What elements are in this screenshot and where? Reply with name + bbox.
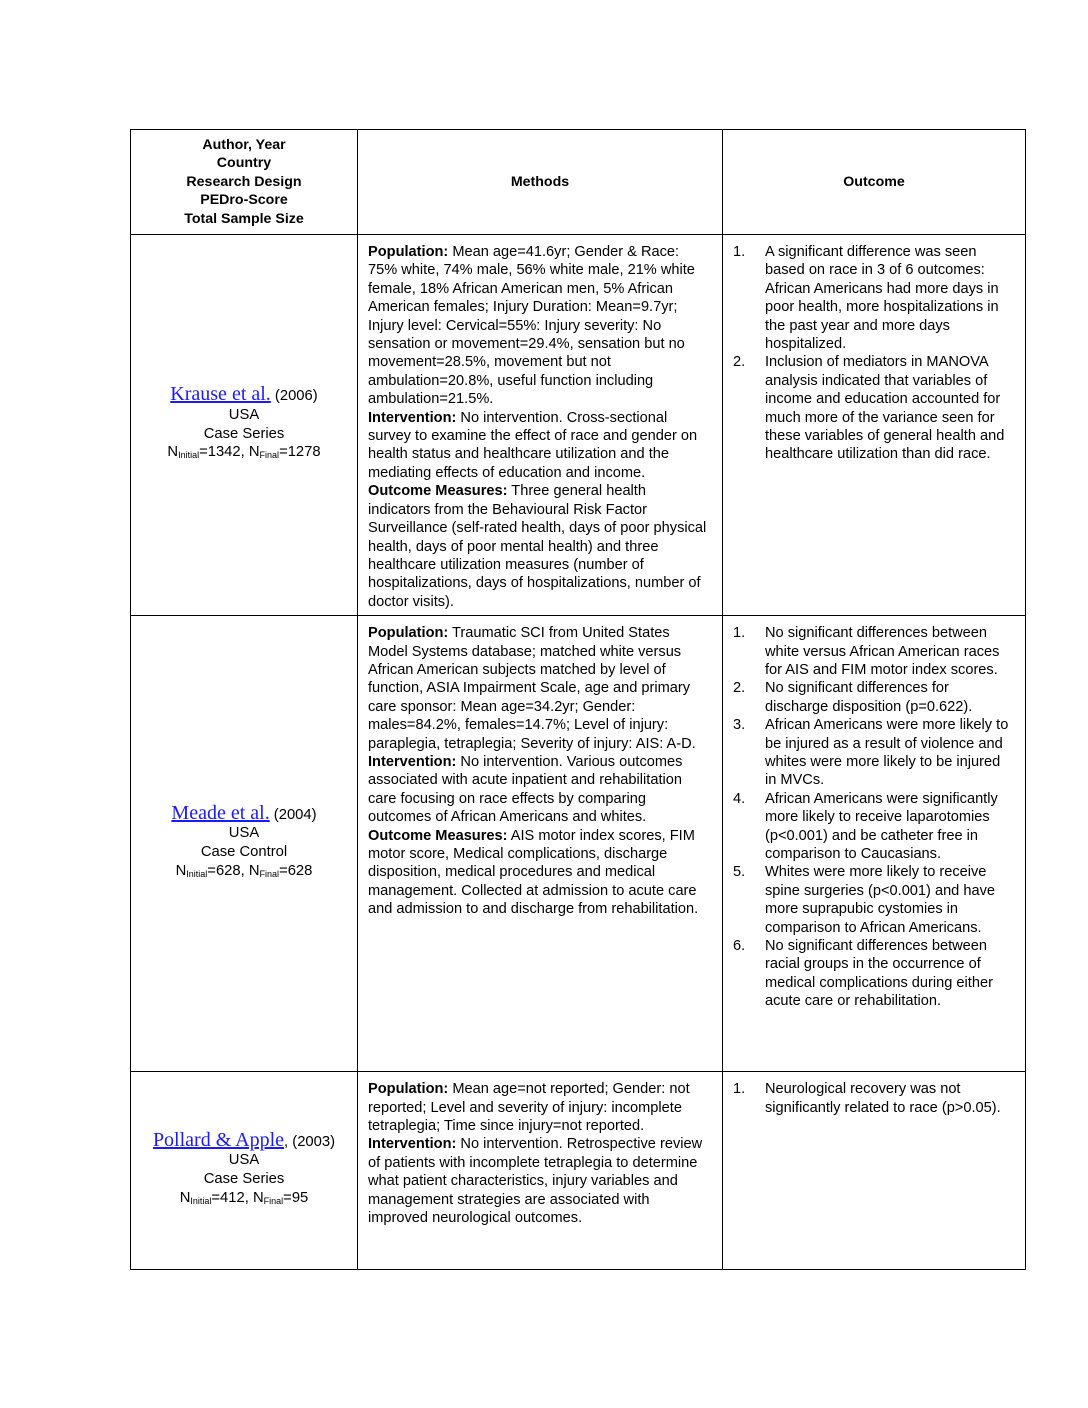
author-link[interactable]: Pollard & Apple <box>152 1128 285 1151</box>
outcome-item <box>731 679 1013 716</box>
n-final: =628 <box>279 862 313 879</box>
header-outcome: Outcome <box>723 130 1026 235</box>
research-design: Case Series <box>203 1171 285 1188</box>
header-row <box>131 130 1026 235</box>
header-study-column <box>131 130 358 235</box>
outcome-number: 1. <box>733 625 746 642</box>
n-final: =95 <box>283 1189 309 1206</box>
subscript-final: Final <box>259 450 280 461</box>
measures-body: Three general health indicators from the Behavioural Risk Factor Surveillance (self-rated health, days of poor physical health, days of poor mental health) and three healthcare utilization measures (number of hospitalizations, days of hospitalizations, number of doctor visits). <box>368 483 707 610</box>
header-line: Research Design <box>186 173 302 190</box>
outcome-text: No significant differences between white versus African American races for AIS and FIM motor index scores. <box>765 625 1000 678</box>
methods-cell <box>358 235 723 616</box>
population-label: Population: <box>368 1081 449 1098</box>
subscript-final: Final <box>259 868 280 879</box>
intervention-body: No intervention. Cross-sectional survey to examine the effect of race and gender on health status and healthcare utilization and the mediating effects of education and income. <box>368 409 698 481</box>
subscript-final: Final <box>263 1195 284 1206</box>
population-text <box>368 1080 712 1135</box>
author-link[interactable]: Krause et al. <box>170 382 271 405</box>
n-initial: =628, N <box>207 862 260 879</box>
outcome-item <box>731 624 1013 679</box>
header-line: Country <box>216 155 272 172</box>
sample-size: $N_{Initial}=412$, $N_{Final}=95$ <box>179 1189 309 1206</box>
outcome-list <box>731 243 1013 464</box>
outcome-number: 5. <box>733 864 746 881</box>
evidence-table <box>130 129 1026 1270</box>
table-row <box>131 616 1026 1072</box>
outcome-item <box>731 790 1013 864</box>
outcome-item <box>731 243 1013 353</box>
header-methods: Methods <box>358 130 723 235</box>
table-row <box>131 235 1026 616</box>
outcome-text: A significant difference was seen based on race in 3 of 6 outcomes: African Americans had more days in poor health, more hospitalizations in the past year and more days hospitalized. <box>765 244 999 353</box>
population-body: Traumatic SCI from United States Model Systems database; matched white versus African American subjects matched by level of function, ASIA Impairment Scale, age and primary care sponsor: Mean age=34.2yr; Gender: males=84.2%, females=14.7%; Level of injury: paraplegia, tetraplegia; Severity of injury: AIS: A-D. <box>368 625 696 752</box>
measures-text <box>368 482 712 611</box>
methods-cell <box>358 1072 723 1270</box>
intervention-body: No intervention. Retrospective review of patients with incomplete tetraplegia to determine what patient characteristics, injury variables and management strategies are associated with improved neurological outcomes. <box>368 1136 703 1226</box>
citation-year: (2004) <box>269 806 317 823</box>
outcome-cell <box>723 616 1026 1072</box>
outcome-number: 1. <box>733 244 746 260</box>
methods-cell <box>358 616 723 1072</box>
outcome-number: 6. <box>733 938 746 955</box>
intervention-label: Intervention: <box>368 1136 457 1153</box>
citation <box>135 1128 353 1152</box>
subscript-initial: Initial <box>178 450 200 461</box>
outcome-item <box>731 937 1013 1011</box>
population-label: Population: <box>368 244 449 260</box>
measures-label: Outcome Measures: <box>368 483 508 500</box>
author-link[interactable]: Meade et al. <box>171 801 270 824</box>
outcome-cell <box>723 1072 1026 1270</box>
research-design: Case Series <box>203 425 285 442</box>
subscript-initial: Initial <box>186 868 208 879</box>
intervention-label: Intervention: <box>368 409 457 426</box>
measures-text <box>368 827 712 919</box>
outcome-item <box>731 716 1013 790</box>
intervention-text <box>368 409 712 483</box>
country: USA <box>228 1152 260 1169</box>
header-line: Total Sample Size <box>184 210 304 227</box>
study-cell <box>131 235 358 616</box>
citation <box>135 382 353 406</box>
n-final: =1278 <box>279 444 321 461</box>
intervention-text <box>368 753 712 827</box>
measures-label: Outcome Measures: <box>368 827 508 844</box>
outcome-item <box>731 353 1013 463</box>
header-line: PEDro-Score <box>200 192 288 209</box>
measures-body: AIS motor index scores, FIM motor score, Medical complications, discharge disposition, medical procedures and medical management. Collected at admission to acute care and admission to and discharge from rehabilitation. <box>368 827 699 918</box>
country: USA <box>228 406 260 423</box>
intervention-body: No intervention. Various outcomes associated with acute inpatient and rehabilitation care focusing on race effects by comparing outcomes of African Americans and whites. <box>368 753 683 826</box>
population-label: Population: <box>368 625 449 642</box>
header-line: Author, Year <box>202 136 286 153</box>
population-text <box>368 243 712 409</box>
population-text <box>368 624 712 753</box>
subscript-initial: Initial <box>190 1195 212 1206</box>
table-row <box>131 1072 1026 1270</box>
outcome-number: 4. <box>733 790 746 807</box>
study-cell <box>131 1072 358 1270</box>
outcome-list <box>731 624 1013 1011</box>
outcome-number: 2. <box>733 680 746 697</box>
outcome-number: 3. <box>733 717 746 734</box>
outcome-item <box>731 1080 1013 1117</box>
citation <box>135 801 353 825</box>
outcome-text: Whites were more likely to receive spine surgeries (p<0.001) and have more suprapubic cystomies in comparison to African Americans. <box>765 864 996 936</box>
outcome-number: 2. <box>733 354 746 371</box>
population-body: Mean age=41.6yr; Gender & Race: 75% white, 74% male, 56% white male, 21% white female, 18% African American men, 5% African American females; Injury Duration: Mean=9.7yr; Injury level: Cervical=55%: Injury severity: No sensation or movement=29.4%, sensation but no movement=28.5%, movement but not ambulation=20.8%, useful function including ambulation=21.5%. <box>368 244 695 408</box>
outcome-text: No significant differences between racial groups in the occurrence of medical complications during either acute care or rehabilitation. <box>765 938 993 1010</box>
sample-size: $N_{Initial}=1342$, $N_{Final}=1278$ <box>167 444 321 461</box>
outcome-text: No significant differences for discharge disposition (p=0.622). <box>765 680 973 715</box>
study-cell <box>131 616 358 1072</box>
n-initial: =1342, N <box>199 444 260 461</box>
outcome-number: 1. <box>733 1081 746 1098</box>
research-design: Case Control <box>200 844 288 861</box>
n-initial: =412, N <box>211 1189 264 1206</box>
outcome-cell <box>723 235 1026 616</box>
outcome-text: Neurological recovery was not significantly related to race (p>0.05). <box>765 1081 1001 1116</box>
country: USA <box>228 825 260 842</box>
outcome-text: African Americans were significantly more likely to receive laparotomies (p<0.001) and be catheter free in comparison to Caucasians. <box>765 790 998 862</box>
intervention-label: Intervention: <box>368 753 457 770</box>
intervention-text <box>368 1135 712 1227</box>
sample-size: $N_{Initial}=628$, $N_{Final}=628$ <box>175 862 313 879</box>
citation-year: , (2003) <box>284 1133 336 1150</box>
outcome-list <box>731 1080 1013 1117</box>
population-body: Mean age=not reported; Gender: not reported; Level and severity of injury: incomplete tetraplegia; Time since injury=not reported. <box>368 1081 690 1134</box>
outcome-item <box>731 863 1013 937</box>
outcome-text: Inclusion of mediators in MANOVA analysis indicated that variables of income and education accounted for much more of the variance seen for these variables of general health and healthcare utilization than did race. <box>765 354 1005 463</box>
outcome-text: African Americans were more likely to be injured as a result of violence and whites were more likely to be injured in MVCs. <box>765 717 1009 789</box>
citation-year: (2006) <box>270 387 318 404</box>
